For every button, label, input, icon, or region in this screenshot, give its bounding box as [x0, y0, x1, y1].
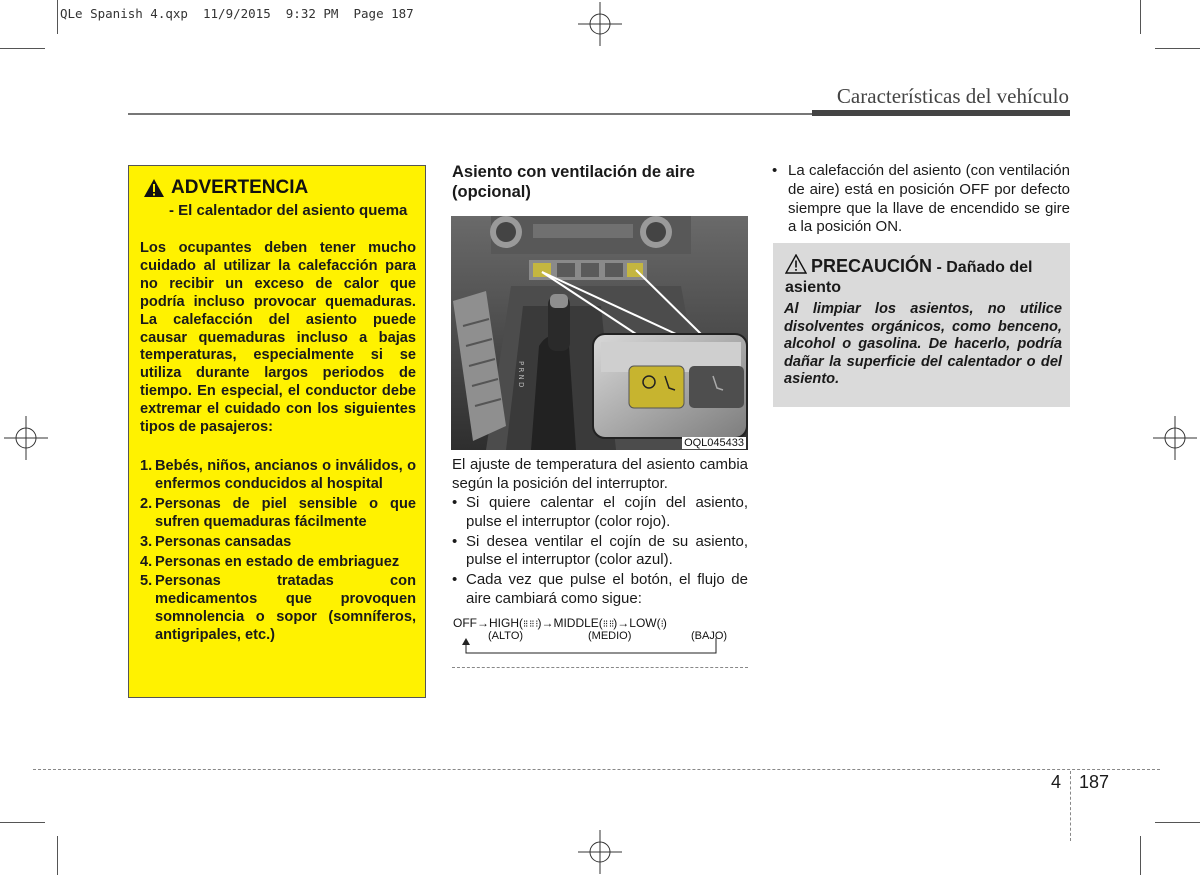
caution-title: PRECAUCIÓN [811, 256, 933, 276]
crop-mark [0, 822, 45, 823]
airflow-label-low: (BAJO) [691, 630, 728, 642]
crop-mark [0, 48, 45, 49]
default-note: • La calefacción del asiento (con ventilación de aire) está en posición OFF por defecto siempre que la llave de encendido se gire a la posición ON. [772, 162, 1070, 236]
caution-body: Al limpiar los asientos, no utilice disolventes orgánicos, como benceno, alcohol o gasolina. De hacerlo, podría dañar la superficie del calentador o del asiento. [784, 301, 1062, 388]
list-item: 3. Personas cansadas [140, 533, 292, 550]
console-illustration [451, 216, 748, 450]
list-item: • Cada vez que pulse el botón, el flujo de aire cambiará como sigue: [452, 571, 748, 607]
warning-box [128, 165, 426, 698]
list-item: 2. Personas de piel sensible o que sufren quemaduras fácilmente [140, 495, 416, 530]
registration-mark-icon [4, 416, 48, 460]
caution-box [773, 243, 1070, 407]
title-rule-accent [812, 110, 1070, 116]
footer-rule [33, 769, 1160, 770]
registration-mark-icon [578, 2, 622, 46]
console-photo [451, 216, 748, 450]
registration-mark-icon [1153, 416, 1197, 460]
intro-paragraph: El ajuste de temperatura del asiento cambia según la posición del interruptor. [452, 456, 748, 492]
warning-heading [143, 177, 308, 199]
ventilated-seat-heading: Asiento con ventilación de aire (opcional) [452, 163, 695, 201]
crop-mark [1140, 836, 1141, 875]
caution-title-suffix: - Dañado del asiento [785, 259, 1033, 296]
list-item: • Si quiere calentar el cojín del asiento, pulse el interruptor (color rojo). [452, 494, 748, 530]
airflow-label-middle: (MEDIO) [588, 630, 632, 642]
fan-level-icon: ⁝⁝ ⁝⁝ ⁝ [523, 619, 538, 630]
warning-subtitle: - El calentador del asiento quema [169, 202, 408, 219]
seat-bullets [452, 494, 748, 610]
airflow-label-high: (ALTO) [488, 630, 524, 642]
return-arrow-icon [460, 638, 720, 660]
list-item: 4. Personas en estado de embriaguez [140, 553, 400, 570]
chapter-number: 4 [1051, 772, 1062, 792]
gear-labels: P R N D [517, 361, 525, 388]
crop-mark [57, 836, 58, 875]
warning-title: ADVERTENCIA [171, 177, 309, 198]
caution-triangle-icon [785, 254, 807, 274]
section-title: Características del vehículo [836, 84, 1069, 108]
caution-heading [785, 254, 1055, 298]
fan-level-icon: ⁝ [660, 619, 663, 630]
fan-level-icon: ⁝⁝ ⁝⁝ [602, 619, 614, 630]
crop-mark [1155, 48, 1200, 49]
footer-divider [1070, 771, 1071, 841]
airflow-line: OFF→HIGH(⁝⁝ ⁝⁝ ⁝)→MIDDLE(⁝⁝ ⁝⁝)→LOW(⁝) [453, 616, 667, 630]
list-item: 5. Personas tratadas con medicamentos que provoquen somnolencia o sopor (somníferos, antigripales, etc.) [140, 573, 416, 644]
airflow-sequence [452, 614, 752, 664]
print-slug: QLe Spanish 4.qxp 11/9/2015 9:32 PM Page 187 [60, 6, 414, 21]
warning-body: Los ocupantes deben tener mucho cuidado al utilizar la calefacción para no recibir un exceso de calor que podría incluso provocar quemaduras. La calefacción del asiento puede causar quemaduras incluso a bajas temperaturas, especialmente si se utiliza durante largos periodos de tiempo. En especial, el conductor debe extremar el cuidado con los siguientes tipos de pasajeros: [140, 240, 416, 436]
image-code: OQL045433 [684, 437, 744, 449]
list-item: • Si desea ventilar el cojín de su asiento, pulse el interruptor (color azul). [452, 532, 748, 569]
crop-mark [1140, 0, 1141, 34]
crop-mark [1155, 822, 1200, 823]
crop-mark [57, 0, 58, 34]
page-number: 187 [1079, 772, 1110, 792]
registration-mark-icon [578, 830, 622, 874]
list-item: 1. Bebés, niños, ancianos o inválidos, o enfermos conducidos al hospital [140, 458, 416, 492]
warning-triangle-icon [143, 178, 165, 198]
warning-list [140, 458, 416, 647]
divider [452, 667, 748, 668]
